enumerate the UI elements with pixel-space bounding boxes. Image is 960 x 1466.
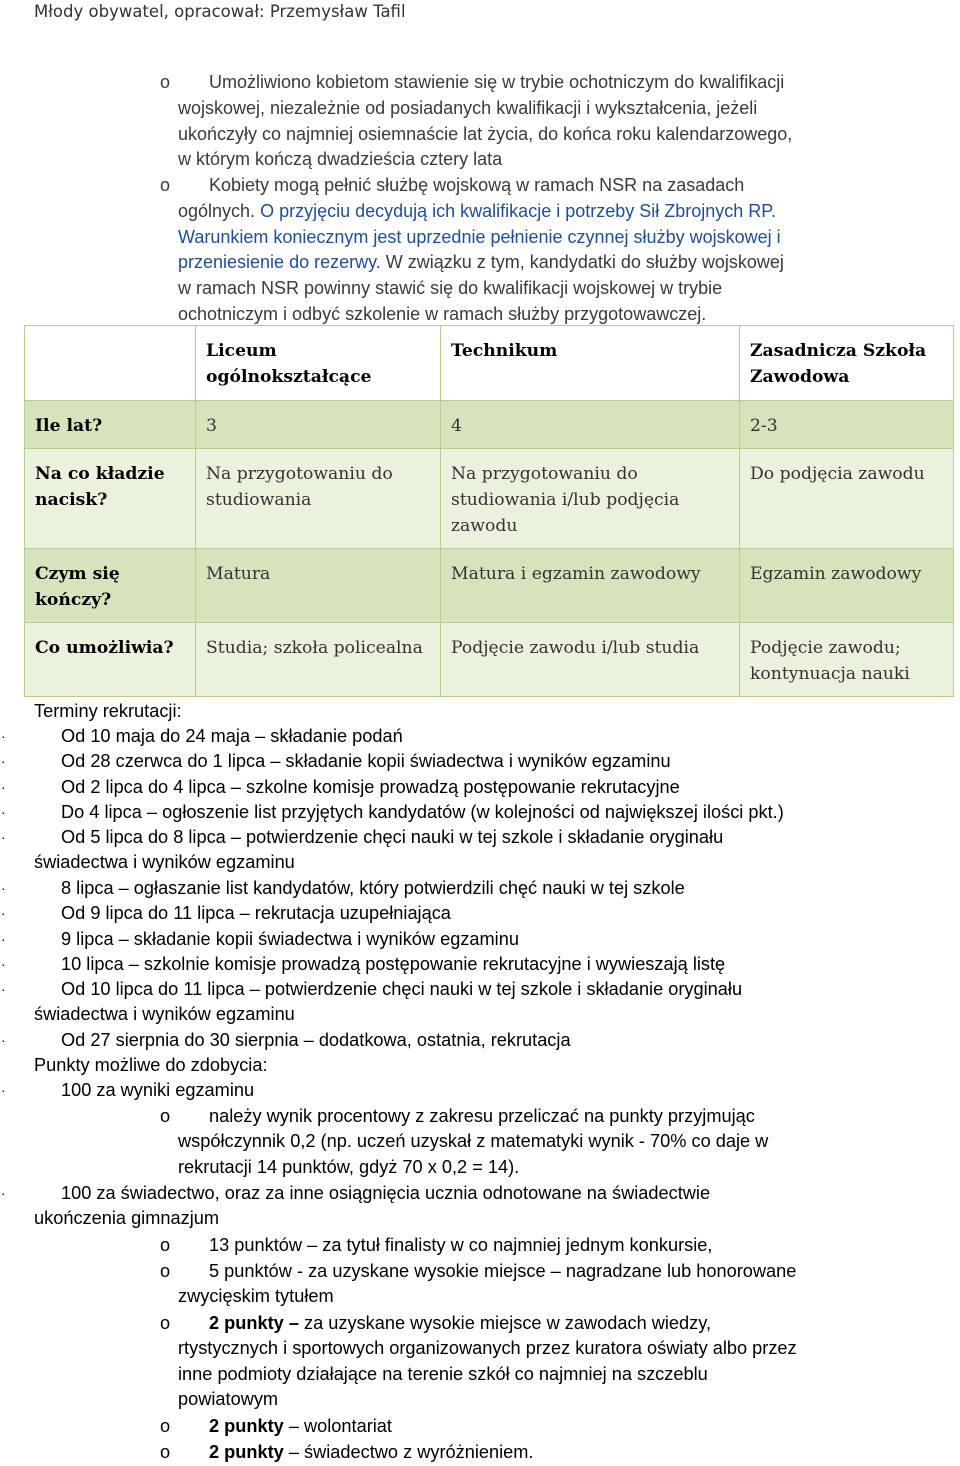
list-item [1,724,944,749]
table-cell: Na przygotowaniu do studiowania i/lub podjęcia zawodu [441,449,740,549]
sub-item [160,1414,938,1439]
sub-item [160,1440,938,1465]
table-row [25,449,954,549]
list-item-text: 10 lipca – szkolnie komisje prowadzą postępowanie rekrutacyjne i wywieszają listę [61,954,726,974]
bullet-dot: · [1,956,6,972]
intro-line-highlight: Warunkiem koniecznym jest uprzednie pełnienie czynnej służby wojskowej i [178,226,781,247]
list-item [1,977,944,1028]
sub-item-text: – świadectwo z wyróżnieniem. [283,1442,534,1462]
table-cell: Do podjęcia zawodu [740,449,954,549]
row-label: Czym się kończy? [25,549,196,623]
table-cell: Egzamin zawodowy [740,549,954,623]
list-item [1,952,944,977]
bullet-marker: o [160,1261,171,1281]
list-item-text: Od 5 lipca do 8 lipca – potwierdzenie chęci nauki w tej szkole i składanie oryginału [61,827,724,847]
list-item-text: Od 27 sierpnia do 30 sierpnia – dodatkowa, ostatnia, rekrutacja [61,1030,571,1050]
intro-line: Kobiety mogą pełnić służbę wojskową w ramach NSR na zasadach [209,175,745,195]
list-item [1,1181,944,1232]
list-item [1,825,944,876]
bullet-dot: · [1,880,6,896]
sub-item-text: należy wynik procentowy z zakresu przeliczać na punkty przyjmując [209,1106,755,1126]
list-item-text: świadectwa i wyników egzaminu [34,1004,295,1025]
bullet-dot: · [1,804,6,820]
intro-line: w ramach NSR powinny stawić się do kwalifikacji wojskowej w trybie [178,278,723,299]
bullet-marker: o [160,1235,171,1255]
list-item-text: Do 4 lipca – ogłoszenie list przyjętych kandydatów (w kolejności od największej ilości pkt.) [61,802,784,822]
table-cell: Studia; szkoła policealna [196,623,441,697]
table-cell: 4 [441,401,740,449]
row-label: Co umożliwia? [25,623,196,697]
bullet-marker: o [160,175,171,195]
intro-line: wojskowej, niezależnie od posiadanych kwalifikacji i wykształcenia, jeżeli [178,97,758,118]
sub-item-text: rekrutacji 14 punktów, gdyż 70 x 0,2 = 14). [178,1156,520,1177]
school-comparison-table [24,325,954,697]
table-row [25,401,954,449]
sub-item [160,1104,938,1180]
bullet-dot: · [1,753,6,769]
list-item-text: 100 za świadectwo, oraz za inne osiągnięcia ucznia odnotowane na świadectwie [61,1183,711,1203]
points-title: Punkty możliwe do zdobycia: [34,1055,268,1075]
table-header-row [25,326,954,401]
row-label: Ile lat? [25,401,196,449]
list-item [1,775,944,800]
sub-item-bold: 2 punkty – [209,1313,299,1333]
bullet-dot: · [1,1032,6,1048]
table-cell: Podjęcie zawodu; kontynuacja nauki [740,623,954,697]
list-item-text: Od 10 maja do 24 maja – składanie podań [61,726,403,746]
sub-item [160,1233,938,1258]
bullet-dot: · [1,829,6,845]
intro-line: ukończyły co najmniej osiemnaście lat życia, do końca roku kalendarzowego, [178,123,793,144]
table-header-cell: Technikum [441,326,740,401]
table-header-cell: Zasadnicza Szkoła Zawodowa [740,326,954,401]
sub-item-bold: 2 punkty [209,1416,284,1436]
bullet-marker: o [160,1313,171,1333]
sub-item-text: inne podmioty działające na terenie szkół co najmniej na szczeblu [178,1363,708,1384]
table-header-cell [25,326,196,401]
list-item-text: 9 lipca – składanie kopii świadectwa i wyników egzaminu [61,929,519,949]
sub-item-text: – wolontariat [283,1416,392,1436]
sub-item [160,1311,938,1413]
bullet-dot: · [1,728,6,744]
sub-item-bold: 2 punkty [209,1442,284,1462]
intro-line-highlight: przeniesienie do rezerwy. [178,252,381,273]
sub-item-text: zwycięskim tytułem [178,1286,334,1307]
bullet-dot: · [1,1185,6,1201]
list-item [1,901,944,926]
bullet-marker: o [160,1106,171,1126]
list-item-text: 100 za wyniki egzaminu [61,1080,255,1100]
table-cell: Matura i egzamin zawodowy [441,549,740,623]
intro-line: Umożliwiono kobietom stawienie się w trybie ochotniczym do kwalifikacji [209,72,785,92]
sub-item-text: rtystycznych i sportowych organizowanych przez kuratora oświaty albo przez [178,1338,797,1359]
intro-item-1 [160,70,938,173]
bullet-marker: o [160,72,171,92]
list-item-text: Od 2 lipca do 4 lipca – szkolne komisje prowadzą postępowanie rekrutacyjne [61,777,680,797]
list-item-text: Od 9 lipca do 11 lipca – rekrutacja uzupełniająca [61,903,451,923]
intro-line: ogólnych. [178,200,256,221]
list-item-text: Od 10 lipca do 11 lipca – potwierdzenie chęci nauki w tej szkole i składanie oryginału [61,979,743,999]
table-row [25,549,954,623]
list-item [1,1078,944,1103]
intro-line-highlight: O przyjęciu decydują ich kwalifikacje i potrzeby Sił Zbrojnych RP. [260,200,776,221]
bullet-dot: · [1,905,6,921]
list-item [1,1028,944,1053]
intro-line: w którym kończą dwadzieścia cztery lata [178,149,503,170]
terms-title: Terminy rekrutacji: [34,701,182,721]
page-header: Młody obywatel, opracował: Przemysław Tafil [34,2,406,21]
intro-line: W związku z tym, kandydatki do służby wojskowej [385,252,784,273]
bullet-marker: o [160,1416,171,1436]
bullet-marker: o [160,1442,171,1462]
table-cell: Podjęcie zawodu i/lub studia [441,623,740,697]
sub-item-text: 5 punktów - za uzyskane wysokie miejsce – nagradzane lub honorowane [209,1261,797,1281]
list-item-text: świadectwa i wyników egzaminu [34,852,295,873]
sub-item-text: za uzyskane wysokie miejsce w zawodach wiedzy, [298,1313,712,1333]
bullet-dot: · [1,779,6,795]
bullet-dot: · [1,931,6,947]
list-item-text: ukończenia gimnazjum [34,1208,220,1229]
table-row [25,623,954,697]
table-cell: 2-3 [740,401,954,449]
table-cell: Na przygotowaniu do studiowania [196,449,441,549]
list-item-text: 8 lipca – ogłaszanie list kandydatów, który potwierdzili chęć nauki w tej szkole [61,878,685,898]
table-header-cell: Liceum ogólnokształcące [196,326,441,401]
intro-line: ochotniczym i odbyć szkolenie w ramach służby przygotowawczej. [178,303,707,324]
sub-item [160,1259,938,1310]
row-label: Na co kładzie nacisk? [25,449,196,549]
list-item-text: Od 28 czerwca do 1 lipca – składanie kopii świadectwa i wyników egzaminu [61,751,671,771]
sub-item-text: powiatowym [178,1389,279,1410]
list-item [1,876,944,901]
bullet-dot: · [1,1082,6,1098]
sub-item-text: współczynnik 0,2 (np. uczeń uzyskał z matematyki wynik - 70% co daje w [178,1131,769,1152]
bullet-dot: · [1,981,6,997]
sub-item-text: 13 punktów – za tytuł finalisty w co najmniej jednym konkursie, [209,1235,713,1255]
list-item [1,749,944,774]
table-cell: Matura [196,549,441,623]
list-item [1,927,944,952]
intro-item-2 [160,173,938,328]
list-item [1,800,944,825]
table-cell: 3 [196,401,441,449]
